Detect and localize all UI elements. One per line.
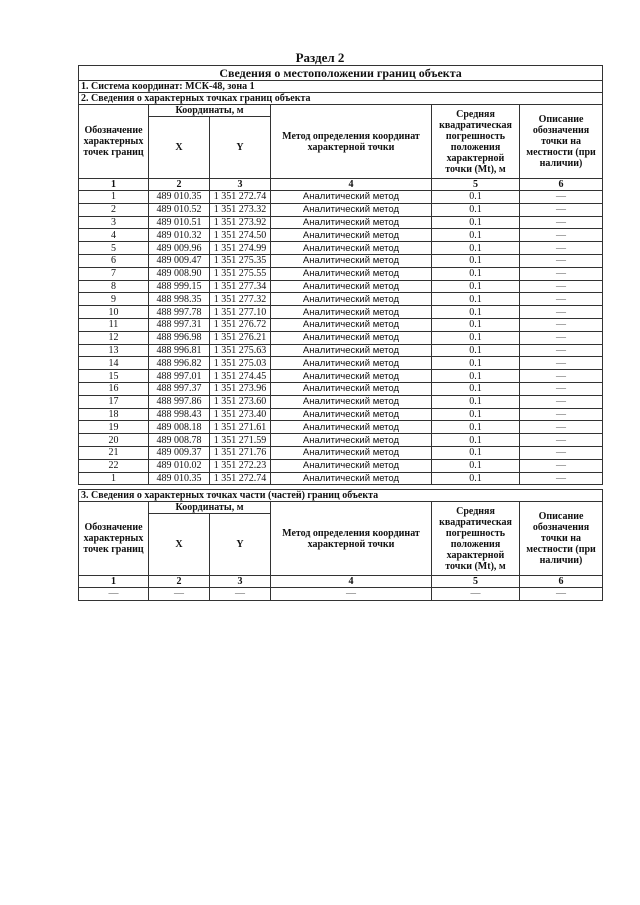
table-row (79, 306, 603, 319)
cell-method: Аналитический метод (271, 459, 432, 472)
cell-error: 0.1 (432, 306, 520, 319)
cell-designation: 5 (79, 242, 149, 255)
col-number: 4 (271, 576, 432, 588)
banner-title: Сведения о местоположении границ объекта (79, 66, 603, 81)
cell-description: — (520, 459, 603, 472)
cell-x: 488 996.81 (149, 344, 210, 357)
cell-error: 0.1 (432, 191, 520, 204)
cell-x: 489 009.47 (149, 254, 210, 267)
cell-method: — (271, 588, 432, 601)
cell-x: 489 010.32 (149, 229, 210, 242)
cell-method: Аналитический метод (271, 191, 432, 204)
cell-method: Аналитический метод (271, 203, 432, 216)
table-row (79, 344, 603, 357)
cell-designation: 1 (79, 472, 149, 485)
header-designation: Обозначение характерных точек границ (79, 502, 149, 576)
cell-y: 1 351 277.10 (210, 306, 271, 319)
header-x: X (149, 514, 210, 576)
cell-x: 489 009.37 (149, 446, 210, 459)
header-coords: Координаты, м (149, 502, 271, 514)
cell-y: 1 351 272.74 (210, 472, 271, 485)
cell-description: — (520, 357, 603, 370)
cell-y: 1 351 274.99 (210, 242, 271, 255)
cell-x: 489 009.96 (149, 242, 210, 255)
cell-designation: 8 (79, 280, 149, 293)
table-row (79, 254, 603, 267)
table-row (79, 357, 603, 370)
cell-x: 488 997.01 (149, 370, 210, 383)
cell-error: 0.1 (432, 203, 520, 216)
cell-designation: 2 (79, 203, 149, 216)
table-row (79, 588, 603, 601)
cell-x: 488 996.98 (149, 331, 210, 344)
cell-description: — (520, 472, 603, 485)
cell-error: 0.1 (432, 280, 520, 293)
cell-designation: 12 (79, 331, 149, 344)
table-row (79, 318, 603, 331)
cell-error: 0.1 (432, 421, 520, 434)
cell-designation: 9 (79, 293, 149, 306)
cell-x: 489 010.51 (149, 216, 210, 229)
cell-error: 0.1 (432, 395, 520, 408)
cell-y: 1 351 275.63 (210, 344, 271, 357)
table-row (79, 191, 603, 204)
cell-description: — (520, 395, 603, 408)
cell-description: — (520, 254, 603, 267)
cell-error: 0.1 (432, 267, 520, 280)
cell-error: 0.1 (432, 434, 520, 447)
cell-x: 489 008.78 (149, 434, 210, 447)
col-number: 5 (432, 576, 520, 588)
cell-designation: 22 (79, 459, 149, 472)
cell-designation: 10 (79, 306, 149, 319)
cell-description: — (520, 267, 603, 280)
col-number: 6 (520, 179, 603, 191)
table-row (79, 293, 603, 306)
cell-method: Аналитический метод (271, 472, 432, 485)
table-row (79, 446, 603, 459)
table-row (79, 280, 603, 293)
cell-y: 1 351 271.59 (210, 434, 271, 447)
cell-y: 1 351 274.50 (210, 229, 271, 242)
cell-description: — (520, 331, 603, 344)
cell-error: 0.1 (432, 318, 520, 331)
cell-x: — (149, 588, 210, 601)
cell-designation: 14 (79, 357, 149, 370)
cell-error: 0.1 (432, 229, 520, 242)
cell-designation: 3 (79, 216, 149, 229)
header-error: Средняя квадратическая погрешность положения характерной точки (Mt), м (432, 105, 520, 179)
header-y: Y (210, 117, 271, 179)
cell-x: 489 010.35 (149, 191, 210, 204)
column-numbers-row (79, 179, 603, 191)
cell-description: — (520, 293, 603, 306)
cell-method: Аналитический метод (271, 216, 432, 229)
cell-x: 489 010.02 (149, 459, 210, 472)
boundary-points-table (78, 65, 603, 485)
cell-y: 1 351 275.55 (210, 267, 271, 280)
cell-designation: 21 (79, 446, 149, 459)
table-row (79, 408, 603, 421)
cell-error: 0.1 (432, 344, 520, 357)
cell-method: Аналитический метод (271, 357, 432, 370)
cell-x: 488 997.31 (149, 318, 210, 331)
cell-x: 489 008.18 (149, 421, 210, 434)
col-number: 5 (432, 179, 520, 191)
header-method: Метод определения координат характерной точки (271, 105, 432, 179)
cell-x: 489 010.35 (149, 472, 210, 485)
cell-description: — (520, 242, 603, 255)
cell-description: — (520, 191, 603, 204)
cell-y: 1 351 272.74 (210, 191, 271, 204)
cell-method: Аналитический метод (271, 242, 432, 255)
cell-description: — (520, 306, 603, 319)
col-number: 1 (79, 179, 149, 191)
cell-error: 0.1 (432, 293, 520, 306)
col-number: 2 (149, 576, 210, 588)
cell-error: 0.1 (432, 370, 520, 383)
table-row (79, 395, 603, 408)
table-row (79, 472, 603, 485)
table-row (79, 203, 603, 216)
cell-x: 488 997.37 (149, 382, 210, 395)
cell-y: 1 351 272.23 (210, 459, 271, 472)
cell-designation: 13 (79, 344, 149, 357)
cell-method: Аналитический метод (271, 306, 432, 319)
col-number: 3 (210, 179, 271, 191)
coordinate-system: 1. Система координат: МСК-48, зона 1 (79, 81, 603, 93)
cell-method: Аналитический метод (271, 331, 432, 344)
cell-error: 0.1 (432, 331, 520, 344)
header-description: Описание обозначения точки на местности (при наличии) (520, 105, 603, 179)
cell-method: Аналитический метод (271, 370, 432, 383)
cell-method: Аналитический метод (271, 254, 432, 267)
table-row (79, 434, 603, 447)
table-row (79, 229, 603, 242)
cell-x: 489 008.90 (149, 267, 210, 280)
cell-designation: 7 (79, 267, 149, 280)
cell-y: 1 351 273.60 (210, 395, 271, 408)
cell-y: 1 351 271.76 (210, 446, 271, 459)
cell-designation: 20 (79, 434, 149, 447)
cell-description: — (520, 446, 603, 459)
cell-x: 488 998.35 (149, 293, 210, 306)
table-row (79, 267, 603, 280)
table-row (79, 421, 603, 434)
cell-error: 0.1 (432, 216, 520, 229)
cell-x: 488 996.82 (149, 357, 210, 370)
col-number: 2 (149, 179, 210, 191)
col-number: 1 (79, 576, 149, 588)
col-number: 6 (520, 576, 603, 588)
cell-x: 488 999.15 (149, 280, 210, 293)
cell-error: 0.1 (432, 408, 520, 421)
cell-y: 1 351 275.35 (210, 254, 271, 267)
cell-method: Аналитический метод (271, 446, 432, 459)
cell-designation: 15 (79, 370, 149, 383)
cell-method: Аналитический метод (271, 293, 432, 306)
cell-method: Аналитический метод (271, 408, 432, 421)
cell-method: Аналитический метод (271, 280, 432, 293)
cell-x: 488 998.43 (149, 408, 210, 421)
header-description: Описание обозначения точки на местности (при наличии) (520, 502, 603, 576)
cell-y: 1 351 277.34 (210, 280, 271, 293)
cell-designation: 19 (79, 421, 149, 434)
cell-method: Аналитический метод (271, 229, 432, 242)
cell-designation: 6 (79, 254, 149, 267)
cell-y: 1 351 277.32 (210, 293, 271, 306)
part-points-table (78, 489, 603, 601)
cell-description: — (520, 280, 603, 293)
table-row (79, 216, 603, 229)
cell-method: Аналитический метод (271, 434, 432, 447)
cell-error: 0.1 (432, 254, 520, 267)
table-row (79, 331, 603, 344)
cell-designation: 17 (79, 395, 149, 408)
cell-designation: 18 (79, 408, 149, 421)
cell-method: Аналитический метод (271, 344, 432, 357)
cell-error: 0.1 (432, 357, 520, 370)
cell-method: Аналитический метод (271, 421, 432, 434)
header-method: Метод определения координат характерной точки (271, 502, 432, 576)
header-coords: Координаты, м (149, 105, 271, 117)
cell-y: 1 351 273.40 (210, 408, 271, 421)
cell-method: Аналитический метод (271, 318, 432, 331)
col-number: 4 (271, 179, 432, 191)
column-numbers-row (79, 576, 603, 588)
cell-description: — (520, 421, 603, 434)
cell-x: 488 997.86 (149, 395, 210, 408)
cell-description: — (520, 216, 603, 229)
table-row (79, 459, 603, 472)
cell-y: 1 351 273.96 (210, 382, 271, 395)
cell-description: — (520, 229, 603, 242)
header-designation: Обозначение характерных точек границ (79, 105, 149, 179)
cell-designation: 1 (79, 191, 149, 204)
cell-y: 1 351 276.21 (210, 331, 271, 344)
cell-y: 1 351 273.32 (210, 203, 271, 216)
cell-designation: — (79, 588, 149, 601)
table-row (79, 382, 603, 395)
cell-method: Аналитический метод (271, 267, 432, 280)
part2-title: 2. Сведения о характерных точках границ объекта (79, 93, 603, 105)
cell-description: — (520, 318, 603, 331)
col-number: 3 (210, 576, 271, 588)
cell-x: 488 997.78 (149, 306, 210, 319)
cell-description: — (520, 203, 603, 216)
header-error: Средняя квадратическая погрешность положения характерной точки (Mt), м (432, 502, 520, 576)
cell-designation: 16 (79, 382, 149, 395)
cell-y: 1 351 276.72 (210, 318, 271, 331)
cell-designation: 4 (79, 229, 149, 242)
cell-y: — (210, 588, 271, 601)
cell-y: 1 351 274.45 (210, 370, 271, 383)
cell-y: 1 351 271.61 (210, 421, 271, 434)
cell-error: — (432, 588, 520, 601)
header-y: Y (210, 514, 271, 576)
section-title: Раздел 2 (295, 50, 345, 65)
cell-description: — (520, 434, 603, 447)
table-row (79, 242, 603, 255)
cell-error: 0.1 (432, 446, 520, 459)
cell-method: Аналитический метод (271, 395, 432, 408)
cell-description: — (520, 408, 603, 421)
part3-title: 3. Сведения о характерных точках части (частей) границ объекта (79, 490, 603, 502)
cell-x: 489 010.52 (149, 203, 210, 216)
cell-designation: 11 (79, 318, 149, 331)
cell-method: Аналитический метод (271, 382, 432, 395)
cell-description: — (520, 370, 603, 383)
header-x: X (149, 117, 210, 179)
cell-description: — (520, 588, 603, 601)
cell-error: 0.1 (432, 242, 520, 255)
cell-description: — (520, 382, 603, 395)
cell-error: 0.1 (432, 382, 520, 395)
table-row (79, 370, 603, 383)
cell-y: 1 351 275.03 (210, 357, 271, 370)
cell-error: 0.1 (432, 459, 520, 472)
cell-description: — (520, 344, 603, 357)
cell-error: 0.1 (432, 472, 520, 485)
cell-y: 1 351 273.92 (210, 216, 271, 229)
